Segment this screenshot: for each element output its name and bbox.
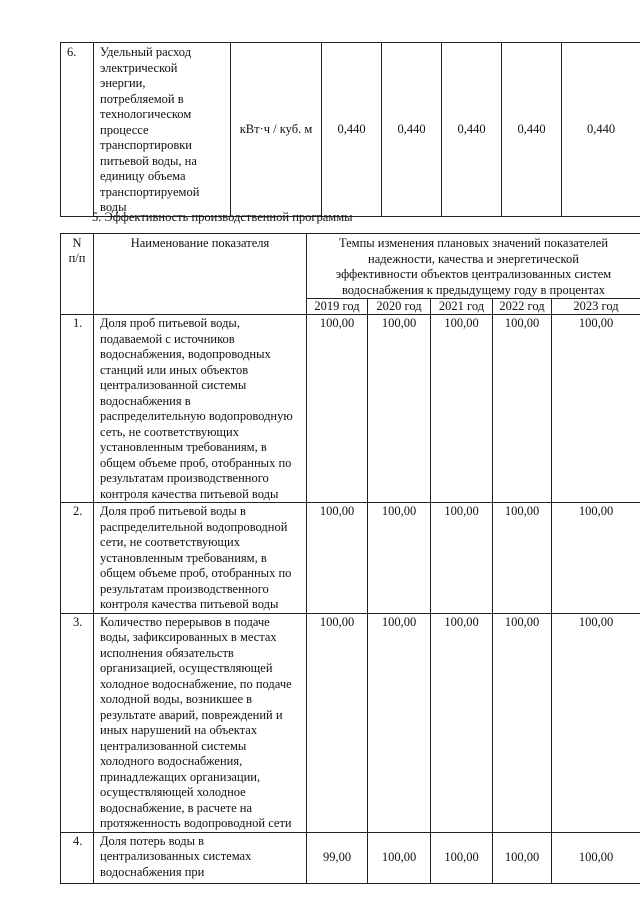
table-indicator-continuation [60, 42, 640, 217]
value-cell: 100,00 [431, 315, 493, 503]
number-header-line: п/п [68, 251, 86, 265]
name-line: контроля качества питьевой воды [100, 597, 279, 611]
name-line: станций или иных объектов [100, 362, 249, 377]
name-line: транспортируемой [100, 184, 200, 199]
number-header-line: N [72, 236, 82, 250]
name-line: водоснабжения, водопроводных [100, 347, 271, 361]
value-cell: 100,00 [431, 832, 493, 883]
row-number: 2. [61, 503, 94, 614]
name-line: осуществляющей холодное [100, 785, 246, 799]
name-line: распределительной водопроводной [100, 519, 288, 534]
name-line: централизованной системы [100, 378, 247, 392]
year-header: 2020 год [368, 299, 431, 315]
name-line: протяженность водопроводной сети [100, 816, 292, 830]
indicator-name [94, 503, 307, 614]
year-header: 2019 год [307, 299, 368, 315]
name-line: принадлежащих организации, [100, 769, 261, 784]
name-line: организацией, осуществляющей [100, 661, 273, 675]
value-cell: 100,00 [552, 315, 640, 503]
row-number: 1. [61, 315, 94, 503]
name-line: установленным требованиям, в [100, 440, 267, 454]
name-line: холодной воды, возникшее в [100, 692, 253, 706]
table-row [61, 613, 640, 832]
name-line: холодного водоснабжения, [100, 754, 243, 768]
rates-header-line: надежности, качества и энергетической [368, 251, 579, 266]
value-cell: 100,00 [493, 832, 552, 883]
name-line: технологическом [100, 107, 192, 121]
name-line: централизованной системы [100, 738, 247, 753]
name-line: подаваемой с источников [100, 331, 235, 346]
name-line: водоснабжение, в расчете на [100, 800, 252, 815]
name-line: общем объеме проб, отобранных по [100, 455, 292, 470]
name-line: исполнения обязательств [100, 645, 234, 660]
rates-header-line: Темпы изменения плановых значений показателей [338, 236, 609, 250]
name-line: сети, не соответствующих [100, 535, 240, 549]
name-line: иных нарушений на объектах [100, 723, 258, 737]
name-line: результатам производственного [100, 581, 269, 596]
name-line: питьевой воды, на [100, 153, 197, 168]
name-line: контроля качества питьевой воды [100, 486, 279, 501]
table-row [61, 503, 640, 614]
table-row [61, 832, 640, 883]
name-line: водоснабжения в [100, 393, 191, 408]
value-cell: 100,00 [552, 613, 640, 832]
value-cell: 100,00 [307, 315, 368, 503]
indicator-name [94, 613, 307, 832]
value-cell: 0,440 [322, 43, 382, 217]
rates-header-line: эффективности объектов централизованных систем [335, 267, 612, 281]
name-line: воды [100, 200, 127, 214]
name-line: водоснабжения при [100, 864, 205, 879]
name-line: общем объеме проб, отобранных по [100, 566, 292, 580]
section-heading: 5. Эффективность производственной программы [92, 210, 353, 224]
name-line: энергии, [100, 76, 146, 90]
value-cell: 100,00 [368, 613, 431, 832]
value-cell: 99,00 [307, 832, 368, 883]
name-line: Удельный расход [100, 45, 192, 59]
name-line: сеть, не соответствующих [100, 424, 240, 439]
value-cell: 0,440 [562, 43, 640, 217]
name-line: распределительную водопроводную [100, 409, 293, 423]
indicator-name [94, 315, 307, 503]
value-cell: 0,440 [502, 43, 562, 217]
name-line: электрической [100, 60, 178, 75]
row-number: 3. [61, 613, 94, 832]
number-header [61, 234, 94, 315]
value-cell: 0,440 [382, 43, 442, 217]
name-line: холодное водоснабжение, по подаче [100, 676, 292, 691]
name-line: результате аварий, повреждений и [100, 707, 283, 722]
name-line: Доля проб питьевой воды, [100, 316, 240, 330]
table-row [61, 43, 640, 217]
year-header: 2021 год [431, 299, 493, 315]
header-row [61, 234, 640, 299]
indicator-name [94, 43, 231, 217]
name-line: процессе [100, 122, 149, 137]
indicator-header: Наименование показателя [94, 234, 307, 315]
rates-header-line: водоснабжения к предыдущему году в процентах [341, 282, 606, 297]
name-line: установленным требованиям, в [100, 550, 267, 565]
value-cell: 100,00 [368, 503, 431, 614]
name-line: транспортировки [100, 138, 192, 152]
value-cell: 100,00 [493, 503, 552, 614]
name-line: потребляемой в [100, 91, 184, 106]
value-cell: 100,00 [431, 503, 493, 614]
value-cell: 100,00 [307, 613, 368, 832]
value-cell: 100,00 [307, 503, 368, 614]
value-cell: 100,00 [431, 613, 493, 832]
value-cell: 100,00 [493, 315, 552, 503]
value-cell: 100,00 [552, 832, 640, 883]
name-line: результатам производственного [100, 471, 269, 485]
year-header: 2023 год [552, 299, 640, 315]
name-line: Доля проб питьевой воды в [100, 504, 246, 518]
table-row [61, 315, 640, 503]
name-line: Доля потерь воды в [100, 833, 205, 848]
value-cell: 100,00 [493, 613, 552, 832]
name-line: воды, зафиксированных в местах [100, 630, 277, 644]
year-header: 2022 год [493, 299, 552, 315]
value-cell: 100,00 [368, 315, 431, 503]
unit-cell: кВт·ч / куб. м [231, 43, 322, 217]
table-efficiency [60, 233, 640, 884]
indicator-name [94, 832, 307, 883]
rates-header [307, 234, 640, 299]
value-cell: 100,00 [368, 832, 431, 883]
row-number: 6. [61, 43, 94, 217]
name-line: единицу объема [100, 169, 186, 183]
row-number: 4. [61, 832, 94, 883]
name-line: Количество перерывов в подаче [100, 614, 270, 629]
value-cell: 100,00 [552, 503, 640, 614]
name-line: централизованных системах [100, 849, 252, 863]
value-cell: 0,440 [442, 43, 502, 217]
